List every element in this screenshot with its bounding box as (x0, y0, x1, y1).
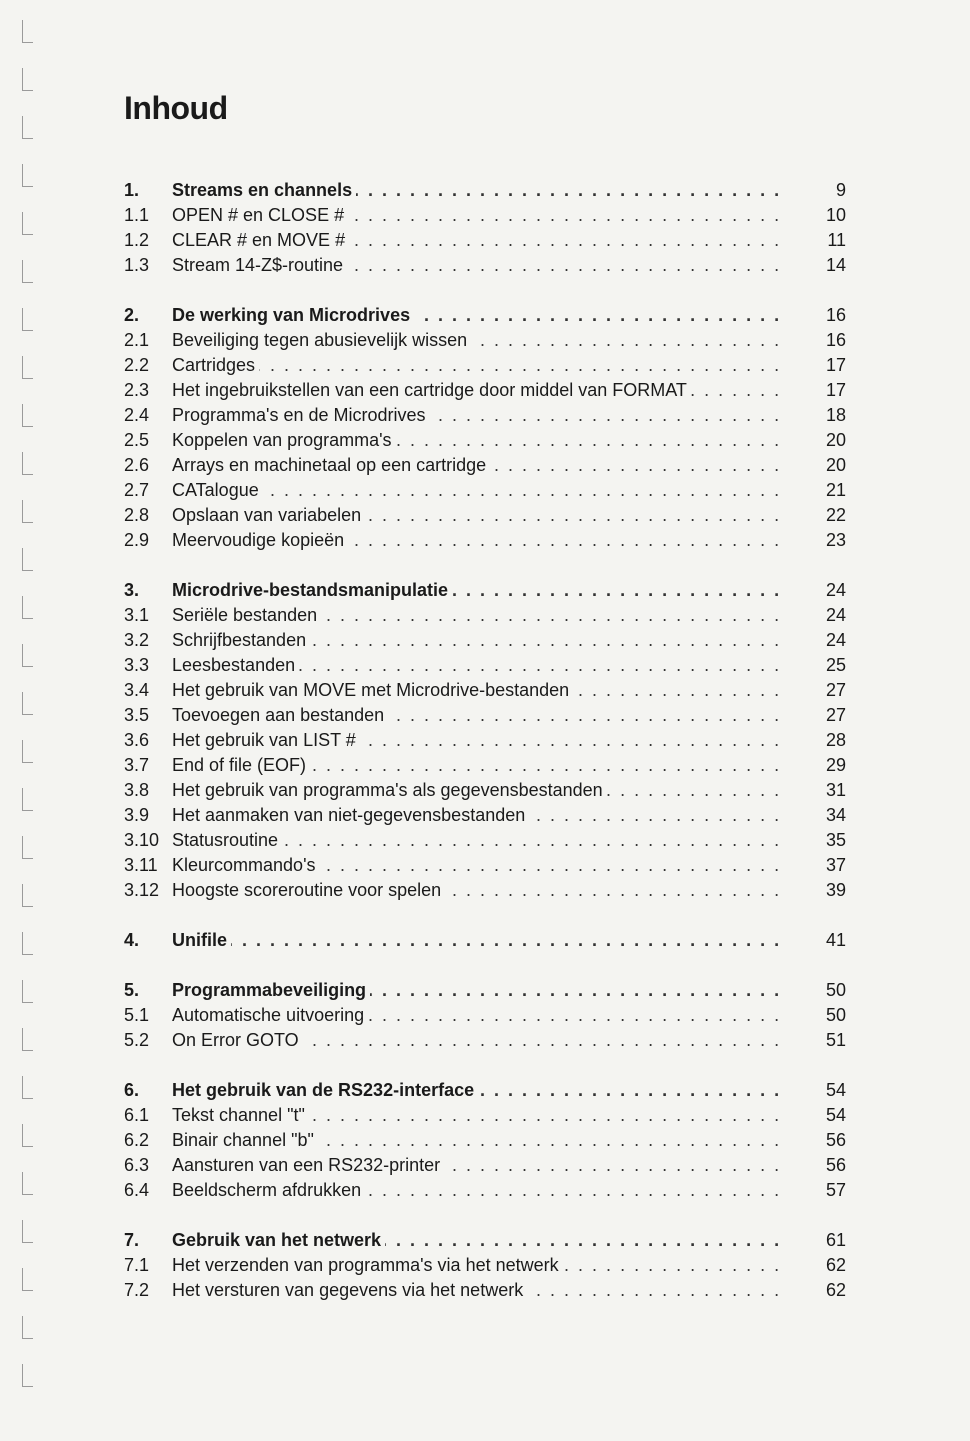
binder-hole-mark (22, 404, 33, 427)
toc-entry-title: OPEN # en CLOSE # (172, 205, 348, 225)
toc-entry-title: Toevoegen aan bestanden (172, 705, 388, 725)
toc-entry-page: 28 (825, 730, 846, 750)
toc-entry-number: 5.2 (124, 1030, 150, 1050)
toc-entry-page: 39 (825, 880, 846, 900)
toc-chapter-entry (124, 1228, 846, 1253)
toc-entry-page: 17 (825, 355, 846, 375)
toc-entry (124, 728, 846, 753)
toc-entry-title: Kleurcommando's (172, 855, 320, 875)
toc-entry (124, 1153, 846, 1178)
toc-entry (124, 878, 846, 903)
toc-entry-number: 6.4 (124, 1180, 150, 1200)
toc-entry-label (172, 678, 782, 703)
toc-entry-label (172, 1078, 782, 1103)
toc-entry-number: 3.7 (124, 755, 150, 775)
toc-entry-page: 14 (825, 255, 846, 275)
toc-entry (124, 753, 846, 778)
toc-entry-page: 16 (825, 330, 846, 350)
toc-entry (124, 703, 846, 728)
binder-hole-mark (22, 788, 33, 811)
toc-entry-title: Arrays en machinetaal op een cartridge (172, 455, 490, 475)
toc-entry-number: 2.3 (124, 380, 150, 400)
toc-entry-page: 29 (825, 755, 846, 775)
toc-entry-page: 17 (825, 380, 846, 400)
toc-entry-label (172, 378, 782, 403)
section-gap (124, 953, 846, 978)
toc-entry-title: Hoogste scoreroutine voor spelen (172, 880, 445, 900)
toc-entry-title: Leesbestanden (172, 655, 299, 675)
toc-entry-label (172, 1003, 782, 1028)
toc-entry (124, 478, 846, 503)
toc-entry-label (172, 1028, 782, 1053)
toc-entry-title: End of file (EOF) (172, 755, 310, 775)
toc-entry-title: On Error GOTO (172, 1030, 303, 1050)
toc-entry-number: 2.9 (124, 530, 150, 550)
toc-entry-title: Het ingebruikstellen van een cartridge door middel van FORMAT (172, 380, 691, 400)
toc-entry-page: 22 (825, 505, 846, 525)
toc-entry (124, 253, 846, 278)
toc-entry-title: De werking van Microdrives (172, 305, 414, 325)
toc-entry-page: 56 (825, 1130, 846, 1150)
toc-entry-number: 3.5 (124, 705, 150, 725)
toc-entry-number: 1.1 (124, 205, 150, 225)
toc-entry-title: Het gebruik van programma's als gegevensbestanden (172, 780, 607, 800)
toc-entry-title: Schrijfbestanden (172, 630, 310, 650)
toc-entry-page: 10 (825, 205, 846, 225)
toc-entry-title: Automatische uitvoering (172, 1005, 368, 1025)
toc-entry-title: Het aanmaken van niet-gegevensbestanden (172, 805, 529, 825)
toc-entry-title: Unifile (172, 930, 231, 950)
toc-entry-label (172, 878, 782, 903)
toc-entry-label (172, 828, 782, 853)
toc-entry-title: Statusroutine (172, 830, 282, 850)
toc-entry (124, 528, 846, 553)
toc-entry-label (172, 528, 782, 553)
toc-entry-title: Beeldscherm afdrukken (172, 1180, 365, 1200)
toc-entry-page: 31 (825, 780, 846, 800)
toc-entry-page: 20 (825, 455, 846, 475)
section-gap (124, 553, 846, 578)
toc-entry-page: 50 (825, 1005, 846, 1025)
toc-entry-label (172, 178, 782, 203)
toc-entry-number: 3.12 (124, 880, 160, 900)
binder-hole-mark (22, 1172, 33, 1195)
binder-hole-mark (22, 452, 33, 475)
binder-hole-mark (22, 644, 33, 667)
binder-hole-mark (22, 1220, 33, 1243)
toc-entry-label (172, 978, 782, 1003)
toc-entry-label (172, 853, 782, 878)
toc-entry-label (172, 728, 782, 753)
toc-entry-page: 20 (825, 430, 846, 450)
toc-entry-label (172, 428, 782, 453)
toc-entry-number: 1.2 (124, 230, 150, 250)
toc-entry-page: 54 (825, 1080, 846, 1100)
toc-entry-number: 3.4 (124, 680, 150, 700)
toc-entry-label (172, 1178, 782, 1203)
toc-entry (124, 603, 846, 628)
toc-entry-number: 5. (124, 980, 140, 1000)
toc-entry-label (172, 778, 782, 803)
toc-entry-title: Het gebruik van MOVE met Microdrive-bestanden (172, 680, 573, 700)
toc-entry-title: Programmabeveiliging (172, 980, 370, 1000)
toc-entry-title: Het versturen van gegevens via het netwerk (172, 1280, 527, 1300)
toc-entry (124, 1178, 846, 1203)
binder-hole-mark (22, 692, 33, 715)
toc-entry-page: 27 (825, 680, 846, 700)
toc-chapter-entry (124, 303, 846, 328)
toc-entry-label (172, 1103, 782, 1128)
toc-entry-number: 3.3 (124, 655, 150, 675)
toc-entry-number: 4. (124, 930, 140, 950)
toc-entry-title: Het gebruik van LIST # (172, 730, 360, 750)
toc-entry (124, 803, 846, 828)
toc-entry-page: 27 (825, 705, 846, 725)
toc-entry-number: 2.7 (124, 480, 150, 500)
toc-entry-title: Het gebruik van de RS232-interface (172, 1080, 478, 1100)
toc-entry-title: Programma's en de Microdrives (172, 405, 430, 425)
toc-entry (124, 353, 846, 378)
toc-entry (124, 203, 846, 228)
toc-entry-number: 6. (124, 1080, 140, 1100)
toc-entry-title: CATalogue (172, 480, 263, 500)
binder-hole-mark (22, 1364, 33, 1387)
toc-entry-number: 5.1 (124, 1005, 150, 1025)
toc-entry-page: 24 (825, 630, 846, 650)
toc-entry-page: 62 (825, 1280, 846, 1300)
toc-entry-label (172, 928, 782, 953)
toc-entry-number: 3.1 (124, 605, 150, 625)
toc-entry-page: 11 (827, 230, 846, 250)
toc-entry-title: Aansturen van een RS232-printer (172, 1155, 444, 1175)
toc-entry-number: 3.9 (124, 805, 150, 825)
toc-entry (124, 403, 846, 428)
toc-entry-page: 50 (825, 980, 846, 1000)
toc-entry-label (172, 703, 782, 728)
section-gap (124, 1203, 846, 1228)
toc-entry-page: 23 (825, 530, 846, 550)
toc-entry-number: 7.2 (124, 1280, 150, 1300)
toc-entry-label (172, 503, 782, 528)
toc-entry (124, 853, 846, 878)
binder-hole-mark (22, 308, 33, 331)
toc-entry (124, 628, 846, 653)
toc-entry-number: 3.8 (124, 780, 150, 800)
toc-entry-page: 61 (825, 1230, 846, 1250)
toc-entry (124, 778, 846, 803)
toc-entry-number: 3.11 (124, 855, 158, 875)
toc-entry-title: Het verzenden van programma's via het netwerk (172, 1255, 563, 1275)
toc-entry-page: 37 (825, 855, 846, 875)
toc-chapter-entry (124, 1078, 846, 1103)
toc-entry-number: 6.2 (124, 1130, 150, 1150)
toc-entry (124, 828, 846, 853)
toc-entry-title: Meervoudige kopieën (172, 530, 348, 550)
toc-entry (124, 428, 846, 453)
toc-entry-page: 25 (825, 655, 846, 675)
toc-entry-number: 2.1 (124, 330, 150, 350)
binder-hole-mark (22, 740, 33, 763)
toc-entry-label (172, 753, 782, 778)
toc-entry-label (172, 328, 782, 353)
binder-hole-mark (22, 836, 33, 859)
toc-entry-title: CLEAR # en MOVE # (172, 230, 349, 250)
toc-entry-page: 24 (825, 580, 846, 600)
toc-entry-label (172, 1253, 782, 1278)
toc-entry-title: Binair channel "b" (172, 1130, 318, 1150)
binder-hole-mark (22, 1028, 33, 1051)
toc-entry-title: Streams en channels (172, 180, 356, 200)
toc-entry-number: 6.1 (124, 1105, 150, 1125)
toc-entry-title: Cartridges (172, 355, 259, 375)
toc-entry-label (172, 228, 782, 253)
toc-entry-number: 2.8 (124, 505, 150, 525)
toc-entry-title: Beveiliging tegen abusievelijk wissen (172, 330, 471, 350)
section-gap (124, 903, 846, 928)
toc-entry-number: 2.4 (124, 405, 150, 425)
toc-entry-number: 7. (124, 1230, 140, 1250)
toc-chapter-entry (124, 928, 846, 953)
toc-entry-page: 9 (835, 180, 846, 200)
binder-hole-mark (22, 1076, 33, 1099)
toc-entry (124, 653, 846, 678)
binder-hole-mark (22, 116, 33, 139)
toc-entry-label (172, 628, 782, 653)
binder-hole-mark (22, 932, 33, 955)
toc-entry-label (172, 1128, 782, 1153)
toc-entry (124, 328, 846, 353)
toc-entry-number: 2.2 (124, 355, 150, 375)
table-of-contents (124, 178, 846, 1303)
toc-entry-label (172, 203, 782, 228)
toc-entry-number: 3.2 (124, 630, 150, 650)
toc-entry-number: 2.6 (124, 455, 150, 475)
toc-entry-label (172, 803, 782, 828)
toc-entry-label (172, 653, 782, 678)
toc-entry-number: 7.1 (124, 1255, 150, 1275)
toc-entry-title: Microdrive-bestandsmanipulatie (172, 580, 452, 600)
toc-entry-page: 21 (825, 480, 846, 500)
toc-entry-number: 3.6 (124, 730, 150, 750)
toc-entry-label (172, 353, 782, 378)
toc-entry-title: Tekst channel "t" (172, 1105, 309, 1125)
toc-entry-page: 18 (825, 405, 846, 425)
toc-entry-page: 35 (825, 830, 846, 850)
section-gap (124, 278, 846, 303)
toc-entry-page: 56 (825, 1155, 846, 1175)
toc-entry-label (172, 253, 782, 278)
binder-hole-mark (22, 548, 33, 571)
page-title: Inhoud (124, 90, 228, 126)
toc-entry-number: 3. (124, 580, 140, 600)
toc-entry-label (172, 603, 782, 628)
toc-entry-number: 2. (124, 305, 140, 325)
toc-entry (124, 1028, 846, 1053)
toc-entry-number: 1.3 (124, 255, 150, 275)
toc-entry (124, 1278, 846, 1303)
toc-entry-title: Opslaan van variabelen (172, 505, 365, 525)
toc-entry-page: 41 (825, 930, 846, 950)
binder-hole-mark (22, 164, 33, 187)
toc-chapter-entry (124, 578, 846, 603)
toc-entry-label (172, 303, 782, 328)
toc-entry-page: 57 (825, 1180, 846, 1200)
toc-entry-label (172, 1228, 782, 1253)
toc-entry-label (172, 478, 782, 503)
toc-entry-title: Gebruik van het netwerk (172, 1230, 385, 1250)
toc-entry-title: Koppelen van programma's (172, 430, 396, 450)
toc-entry (124, 1103, 846, 1128)
binder-hole-mark (22, 500, 33, 523)
toc-entry-title: Seriële bestanden (172, 605, 321, 625)
toc-entry-page: 62 (825, 1255, 846, 1275)
binder-hole-mark (22, 1316, 33, 1339)
binder-hole-mark (22, 1124, 33, 1147)
toc-entry (124, 228, 846, 253)
binder-holes (22, 20, 36, 1420)
toc-entry (124, 503, 846, 528)
toc-entry-title: Stream 14-Z$-routine (172, 255, 347, 275)
toc-entry-number: 1. (124, 180, 140, 200)
binder-hole-mark (22, 20, 33, 43)
toc-entry-label (172, 1278, 782, 1303)
toc-chapter-entry (124, 178, 846, 203)
toc-entry (124, 1003, 846, 1028)
binder-hole-mark (22, 356, 33, 379)
binder-hole-mark (22, 260, 33, 283)
binder-hole-mark (22, 212, 33, 235)
toc-entry-number: 3.10 (124, 830, 160, 850)
toc-entry-label (172, 578, 782, 603)
section-gap (124, 1053, 846, 1078)
toc-entry (124, 1253, 846, 1278)
binder-hole-mark (22, 596, 33, 619)
binder-hole-mark (22, 68, 33, 91)
toc-entry-label (172, 403, 782, 428)
toc-chapter-entry (124, 978, 846, 1003)
binder-hole-mark (22, 980, 33, 1003)
binder-hole-mark (22, 1268, 33, 1291)
toc-entry-number: 2.5 (124, 430, 150, 450)
toc-entry (124, 453, 846, 478)
toc-entry-page: 51 (825, 1030, 846, 1050)
toc-entry-label (172, 1153, 782, 1178)
toc-entry-number: 6.3 (124, 1155, 150, 1175)
toc-entry-page: 24 (825, 605, 846, 625)
toc-entry-page: 16 (825, 305, 846, 325)
toc-entry-page: 54 (825, 1105, 846, 1125)
toc-entry-label (172, 453, 782, 478)
toc-entry (124, 678, 846, 703)
toc-entry (124, 1128, 846, 1153)
toc-entry (124, 378, 846, 403)
toc-entry-page: 34 (825, 805, 846, 825)
binder-hole-mark (22, 884, 33, 907)
